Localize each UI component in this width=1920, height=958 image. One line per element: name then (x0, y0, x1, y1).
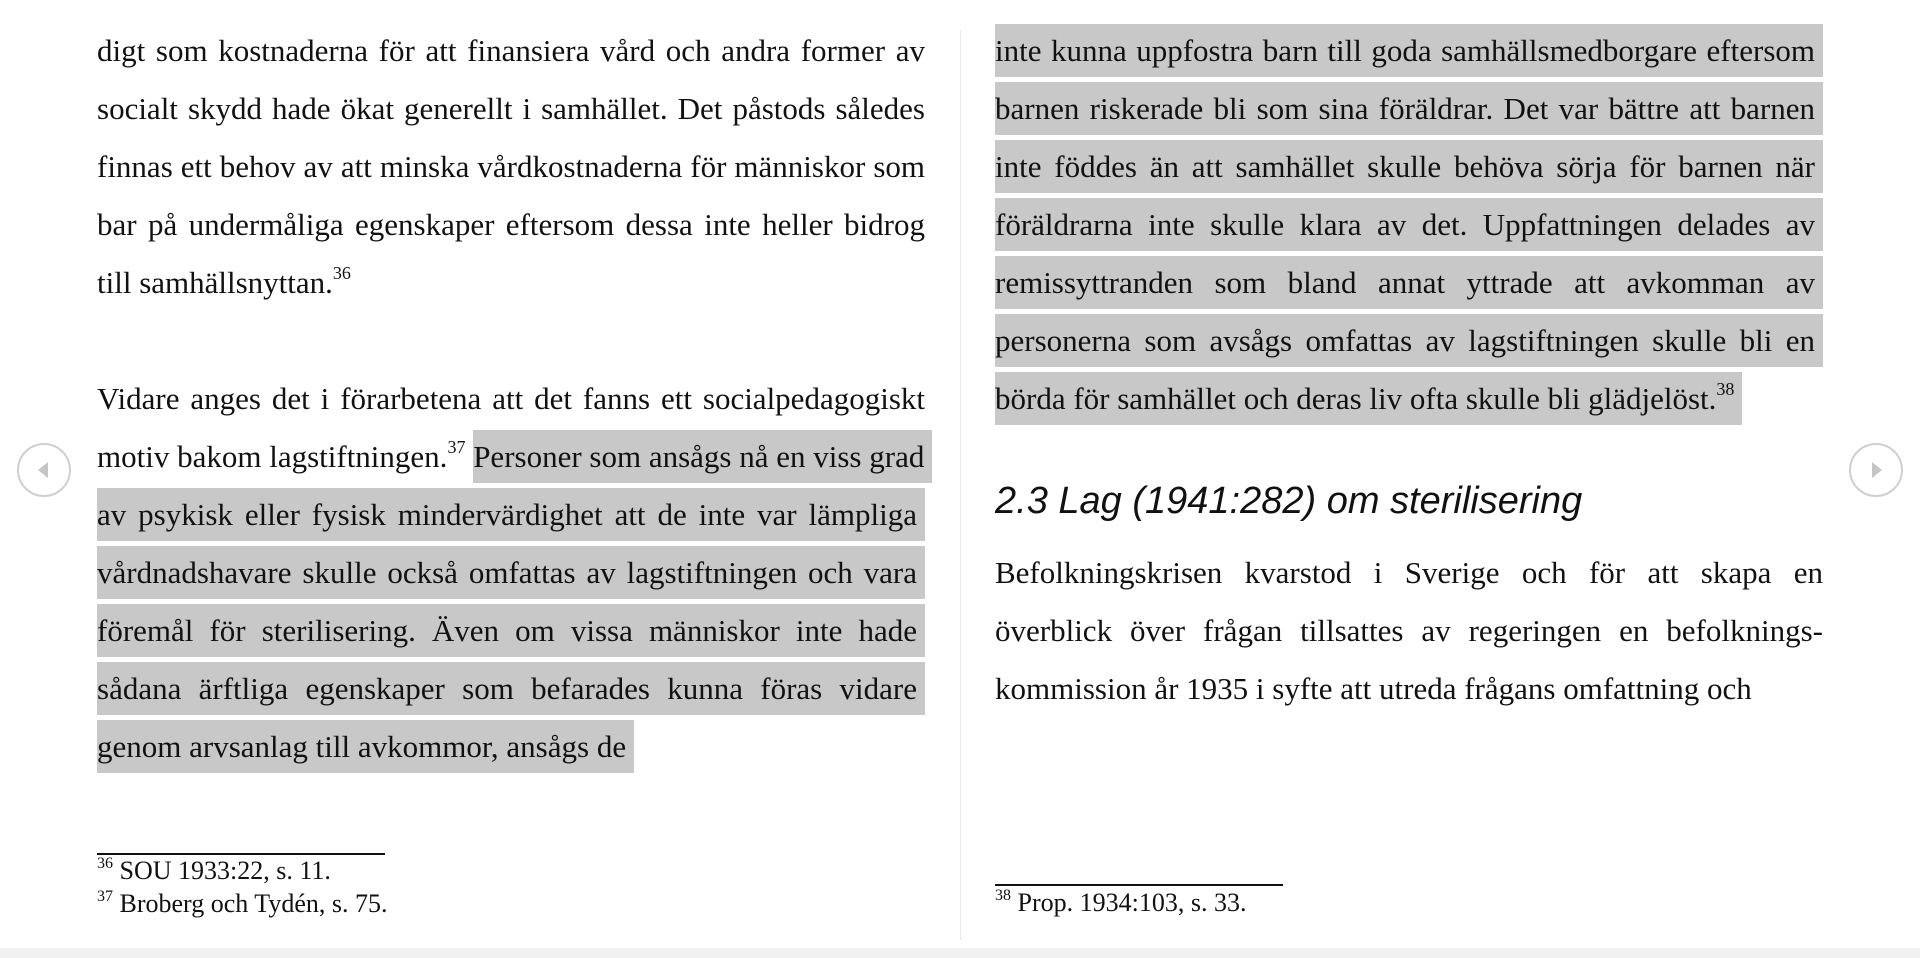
left-paragraph-1-text: digt som kostnaderna för att finansiera vård och andra former av socialt skydd hade ökat generellt i samhället. Det påstods således finnas ett behov av att minska vårdkostnaderna för människor som bar på undermåliga egenskaper eftersom dessa inte heller bidrog till samhällsnyttan. (97, 33, 925, 300)
right-paragraph-1 (995, 22, 1823, 428)
footnote-ref-36[interactable]: 36 (332, 263, 351, 283)
chevron-left-icon (33, 459, 55, 481)
right-page-body (995, 22, 1823, 718)
chevron-right-icon (1865, 459, 1887, 481)
footnote-number: 37 (97, 888, 113, 905)
right-paragraph-2: Befolkningskrisen kvarstod i Sverige och för att skapa en överblick över frågan tillsattes av regeringen en befolkningskommission år 1935 i syfte att utreda frågans omfattning och (995, 555, 1823, 706)
footnote-text: Broberg och Tydén, s. 75. (119, 889, 388, 918)
section-heading: 2.3 Lag (1941:282) om sterilisering (995, 480, 1583, 522)
right-highlighted-passage[interactable] (995, 24, 1823, 425)
next-page-button[interactable] (1849, 443, 1903, 497)
left-paragraph-1 (97, 22, 925, 312)
right-highlighted-text: inte kunna uppfostra barn till goda samhällsmedborgare eftersom barnen riskerade bli som sina föräldrar. Det var bättre att barnen inte föddes än att samhället skulle behöva sörja för barnen när föräldrarna inte skulle klara av det. Uppfattningen delades av remissyttranden som bland annat yttrade att avkomman av personerna som avsågs omfattas av lagstiftningen skulle bli en börda för samhället och deras liv ofta skulle bli glädjelöst. (995, 33, 1815, 416)
right-footnotes (995, 886, 1823, 919)
left-footnotes (97, 854, 925, 920)
viewer-bottom-strip (0, 948, 1920, 958)
footnote-text: Prop. 1934:103, s. 33. (1017, 888, 1247, 917)
left-page-body (97, 22, 925, 776)
footnote-ref-37[interactable]: 37 (447, 437, 466, 457)
left-paragraph-2-lead: Vidare anges det i förarbetena att det fanns ett socialpedagogiskt motiv bakom lagstiftningen. (97, 381, 925, 474)
footnote-ref-38[interactable]: 38 (1716, 379, 1735, 399)
footnote-38 (995, 886, 1823, 919)
footnote-number: 36 (97, 855, 113, 872)
footnote-number: 38 (995, 887, 1011, 904)
footnote-37 (97, 887, 925, 920)
left-paragraph-2 (97, 370, 925, 776)
footnote-36 (97, 854, 925, 887)
page-divider (960, 30, 961, 940)
left-highlighted-passage[interactable]: Personer som ansågs nå en viss grad av psykisk eller fysisk mindervärdighet att de inte var lämpliga vårdnadshavare skulle också omfattas av lagstiftningen och vara föremål för sterilisering. Även om vissa människor inte hade sådana ärftliga egenskaper som befarades kunna föras vidare genom arvsanlag till avkommor, ansågs de (97, 430, 932, 773)
previous-page-button[interactable] (17, 443, 71, 497)
footnote-text: SOU 1933:22, s. 11. (119, 856, 331, 885)
